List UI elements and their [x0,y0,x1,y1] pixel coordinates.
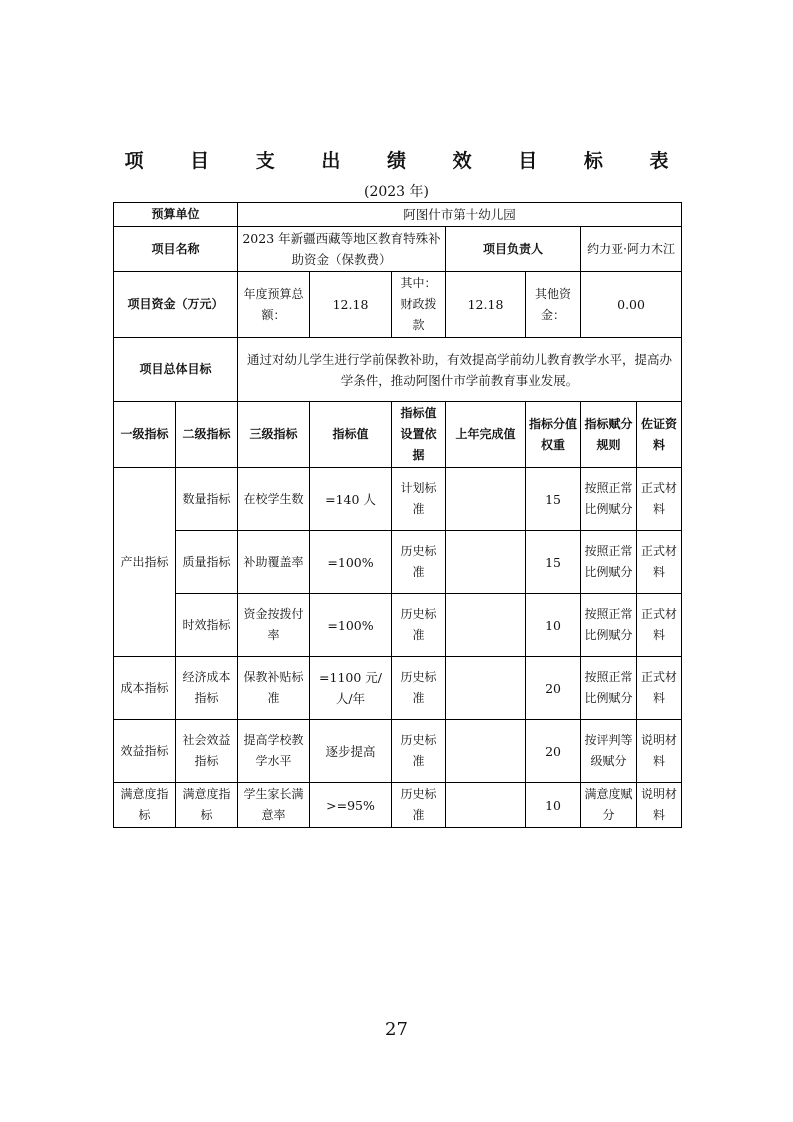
basis-cell: 历史标准 [392,657,446,720]
rule-cell: 按照正常比例赋分 [581,468,637,531]
page-number: 27 [385,1019,408,1040]
level2-cell: 满意度指标 [176,783,238,828]
prev-cell [446,657,526,720]
level2-cell: 数量指标 [176,468,238,531]
value-cell: =1100 元/人/年 [310,657,392,720]
basis-cell: 历史标准 [392,594,446,657]
level3-cell: 学生家长满意率 [238,783,310,828]
rule-cell: 满意度赋分 [581,783,637,828]
table-row [114,720,682,783]
table-row [114,468,682,531]
header-level1: 一级指标 [114,402,176,468]
annual-budget-value: 12.18 [310,272,392,338]
weight-cell: 15 [526,468,581,531]
header-weight: 指标分值权重 [526,402,581,468]
header-value: 指标值 [310,402,392,468]
prev-cell [446,531,526,594]
level3-cell: 资金按拨付率 [238,594,310,657]
rule-cell: 按照正常比例赋分 [581,657,637,720]
goal-row [114,338,682,402]
indicator-header-row [114,402,682,468]
prev-cell [446,594,526,657]
weight-cell: 20 [526,720,581,783]
header-prev: 上年完成值 [446,402,526,468]
project-name-value: 2023 年新疆西藏等地区教育特殊补助资金（保教费） [238,227,446,272]
basis-cell: 历史标准 [392,720,446,783]
performance-target-table [113,202,682,828]
project-name-row [114,227,682,272]
table-row [114,657,682,720]
basis-cell: 计划标准 [392,468,446,531]
header-level2: 二级指标 [176,402,238,468]
goal-value: 通过对幼儿学生进行学前保教补助，有效提高学前幼儿教育教学水平，提高办学条件，推动阿图什市学前教育事业发展。 [238,338,682,402]
rule-cell: 按评判等级赋分 [581,720,637,783]
level2-cell: 时效指标 [176,594,238,657]
fiscal-value: 12.18 [446,272,526,338]
evidence-cell: 正式材料 [637,468,682,531]
group-benefit: 效益指标 [114,720,176,783]
evidence-cell: 正式材料 [637,594,682,657]
rule-cell: 按照正常比例赋分 [581,531,637,594]
leader-label: 项目负责人 [446,227,581,272]
project-name-label: 项目名称 [114,227,238,272]
table-row [114,531,682,594]
evidence-cell: 说明材料 [637,783,682,828]
weight-cell: 10 [526,594,581,657]
unit-row [114,203,682,227]
level2-cell: 质量指标 [176,531,238,594]
prev-cell [446,783,526,828]
document-year: (2023 年) [363,184,429,200]
weight-cell: 10 [526,783,581,828]
leader-value: 约力亚·阿力木江 [581,227,682,272]
table-row [114,594,682,657]
level3-cell: 在校学生数 [238,468,310,531]
unit-value: 阿图什市第十幼儿园 [238,203,682,227]
evidence-cell: 正式材料 [637,531,682,594]
unit-label: 预算单位 [114,203,238,227]
fiscal-label: 其中：财政拨款 [392,272,446,338]
value-cell: >=95% [310,783,392,828]
funds-row [114,272,682,338]
other-funds-value: 0.00 [581,272,682,338]
level2-cell: 经济成本指标 [176,657,238,720]
other-funds-label: 其他资金： [526,272,581,338]
prev-cell [446,720,526,783]
level3-cell: 保教补贴标准 [238,657,310,720]
group-cost: 成本指标 [114,657,176,720]
annual-budget-label: 年度预算总额： [238,272,310,338]
header-evidence: 佐证资料 [637,402,682,468]
basis-cell: 历史标准 [392,783,446,828]
header-level3: 三级指标 [238,402,310,468]
group-satisfaction: 满意度指标 [114,783,176,828]
value-cell: =140 人 [310,468,392,531]
document-title: 项 目 支 出 绩 效 目 标 表 [124,150,689,172]
group-output: 产出指标 [114,468,176,657]
level3-cell: 提高学校教学水平 [238,720,310,783]
evidence-cell: 说明材料 [637,720,682,783]
rule-cell: 按照正常比例赋分 [581,594,637,657]
level3-cell: 补助覆盖率 [238,531,310,594]
goal-label: 项目总体目标 [114,338,238,402]
table-row [114,783,682,828]
funds-label: 项目资金（万元） [114,272,238,338]
weight-cell: 15 [526,531,581,594]
weight-cell: 20 [526,657,581,720]
level2-cell: 社会效益指标 [176,720,238,783]
value-cell: 逐步提高 [310,720,392,783]
evidence-cell: 正式材料 [637,657,682,720]
basis-cell: 历史标准 [392,531,446,594]
value-cell: =100% [310,594,392,657]
value-cell: =100% [310,531,392,594]
prev-cell [446,468,526,531]
header-rule: 指标赋分规则 [581,402,637,468]
header-basis: 指标值设置依据 [392,402,446,468]
